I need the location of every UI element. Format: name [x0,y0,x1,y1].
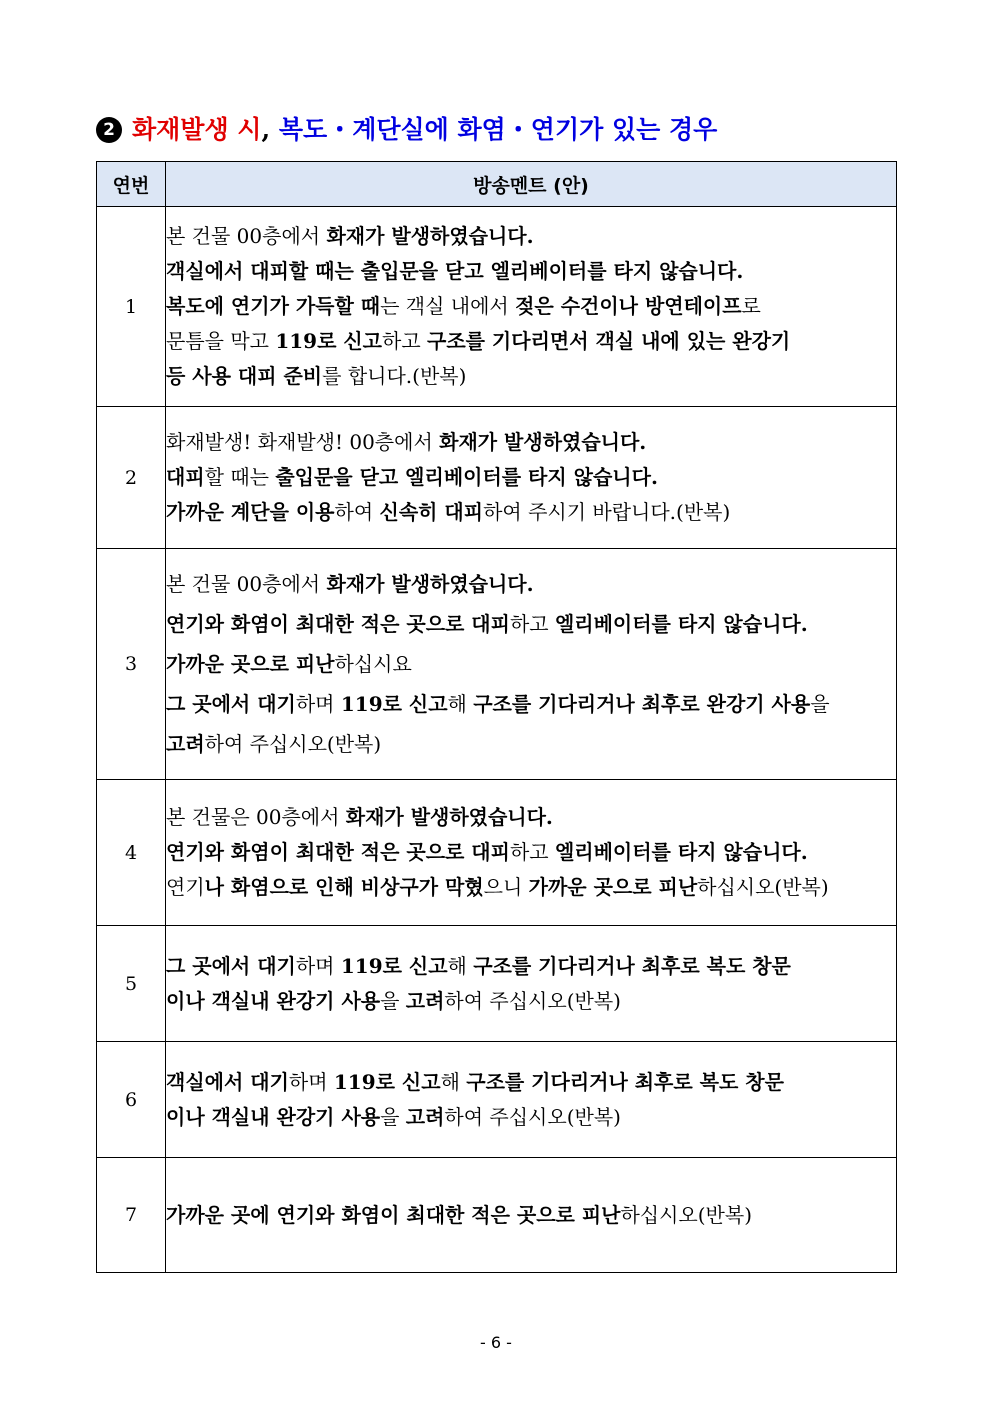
plain-text: 하며 [288,1069,334,1094]
emphasis-text: 가까운 곳으로 피난 [166,652,335,676]
message-line [166,289,896,324]
plain-text: 본 건물 00층에서 [166,572,327,596]
plain-text: 문틈을 막고 [166,329,276,353]
heading-comma: , [261,115,271,144]
emphasis-text: 그 곳에서 대기 [166,692,296,716]
emphasis-text: 구조를 기다리면서 객실 내에 있는 완강기 [427,329,791,353]
emphasis-text: 고려 [166,732,205,756]
row-number: 7 [97,1158,166,1273]
message-line [166,870,896,905]
message-line [166,1065,896,1100]
row-message [166,207,897,407]
emphasis-text: 가까운 곳으로 피난 [528,875,698,899]
message-line [166,324,896,359]
emphasis-text: 가까운 곳에 연기와 화염이 최대한 적은 곳으로 피난 [166,1202,621,1227]
emphasis-text: 고려 [405,1104,445,1129]
heading-part1: 화재발생 시 [132,115,262,144]
plain-text: 하십시오(반복) [697,875,829,899]
plain-text: 하십시요 [334,652,412,676]
plain-text: 하여 주시기 바랍니다.(반복) [483,500,731,524]
row-number: 1 [97,207,166,407]
plain-text: 하고 [382,329,427,353]
emphasis-text: 대피 [166,465,205,489]
message-line [166,604,896,644]
emphasis-text: 젖은 수건이나 방연테이프 [515,294,742,318]
plain-text: 할 때는 [204,465,276,489]
plain-text: 해 [447,692,474,716]
message-line [166,644,896,684]
plain-text: 을 [380,988,406,1013]
table-row [97,926,897,1042]
emphasis-text: 출입문을 닫고 엘리베이터를 타지 않습니다. [275,465,658,489]
table-header-row [97,162,897,207]
plain-text: 하고 [509,840,555,864]
emphasis-text: 119로 신고 [340,953,448,978]
message-line [166,949,896,984]
plain-text: 는 객실 내에서 [380,294,516,318]
message-line [166,425,896,460]
message-line [166,359,896,394]
emphasis-text: 등 사용 대피 준비 [166,364,323,388]
emphasis-text: 화재가 발생하였습니다. [345,805,553,829]
emphasis-text: 119로 신고 [340,692,448,716]
table-row [97,207,897,407]
emphasis-text: 객실에서 대피할 때는 출입문을 닫고 엘리베이터를 타지 않습니다. [166,259,744,283]
emphasis-text: 119로 신고 [333,1069,441,1094]
broadcast-table [96,161,897,1273]
plain-text: 하십시오(반복) [620,1202,752,1227]
emphasis-text: 이나 객실내 완강기 사용 [166,988,381,1013]
plain-text: 를 합니다.(반복) [322,364,467,388]
emphasis-text: 나 화염으로 인해 비상구가 막혔 [204,875,484,899]
plain-text: 하여 주십시오(반복) [204,732,382,756]
emphasis-text: 화재가 발생하였습니다. [439,430,647,454]
row-number: 6 [97,1042,166,1158]
row-message [166,549,897,780]
plain-text: 하고 [509,612,555,636]
row-message [166,407,897,549]
plain-text: 연기 [166,875,205,899]
plain-text: 을 [810,692,830,716]
row-number: 3 [97,549,166,780]
emphasis-text: 고려 [405,988,445,1013]
message-line [166,984,896,1019]
row-number: 2 [97,407,166,549]
table-row [97,1042,897,1158]
message-line [166,800,896,835]
message-line [166,254,896,289]
plain-text: 하여 주십시오(반복) [444,1104,621,1129]
emphasis-text: 연기와 화염이 최대한 적은 곳으로 대피 [166,612,510,636]
plain-text: 하며 [295,692,341,716]
emphasis-text: 화재가 발생하였습니다. [326,572,534,596]
table-row [97,549,897,780]
emphasis-text: 연기와 화염이 최대한 적은 곳으로 대피 [166,840,510,864]
emphasis-text: 이나 객실내 완강기 사용 [166,1104,381,1129]
message-line [166,1100,896,1135]
table-row [97,407,897,549]
message-line [166,835,896,870]
header-number: 연번 [97,162,166,207]
emphasis-text: 복도에 연기가 가득할 때 [166,294,381,318]
section-heading [96,112,896,148]
row-number: 5 [97,926,166,1042]
emphasis-text: 구조를 기다리거나 최후로 복도 창문 [466,1069,784,1094]
plain-text: 하여 [334,500,380,524]
plain-text: 해 [447,953,474,978]
message-line [166,724,896,764]
emphasis-text: 가까운 계단을 이용 [166,500,335,524]
section-number-badge: 2 [96,117,122,143]
row-message [166,1158,897,1273]
row-message [166,926,897,1042]
page-number: - 6 - [480,1333,512,1352]
header-message: 방송멘트 (안) [166,162,897,207]
message-line [166,460,896,495]
message-line [166,219,896,254]
message-line [166,1198,896,1233]
emphasis-text: 119로 신고 [275,329,382,353]
emphasis-text: 엘리베이터를 타지 않습니다. [554,612,808,636]
emphasis-text: 구조를 기다리거나 최후로 완강기 사용 [473,692,811,716]
table-row [97,1158,897,1273]
row-number: 4 [97,780,166,926]
emphasis-text: 그 곳에서 대기 [166,953,296,978]
heading-part2: 복도・계단실에 화염・연기가 있는 경우 [278,115,718,144]
plain-text: 하여 주십시오(반복) [444,988,621,1013]
emphasis-text: 신속히 대피 [379,500,484,524]
row-message [166,1042,897,1158]
row-message [166,780,897,926]
plain-text: 본 건물은 00층에서 [166,805,346,829]
plain-text: 을 [380,1104,406,1129]
emphasis-text: 구조를 기다리거나 최후로 복도 창문 [473,953,791,978]
emphasis-text: 화재가 발생하였습니다. [326,224,534,248]
plain-text: 하며 [295,953,341,978]
plain-text: 해 [440,1069,467,1094]
table-row [97,780,897,926]
message-line [166,564,896,604]
plain-text: 로 [741,294,761,318]
emphasis-text: 엘리베이터를 타지 않습니다. [554,840,808,864]
message-line [166,495,896,530]
emphasis-text: 객실에서 대기 [166,1069,289,1094]
message-line [166,684,896,724]
plain-text: 화재발생! 화재발생! 00층에서 [166,430,440,454]
plain-text: 본 건물 00층에서 [166,224,327,248]
plain-text: 으니 [483,875,529,899]
